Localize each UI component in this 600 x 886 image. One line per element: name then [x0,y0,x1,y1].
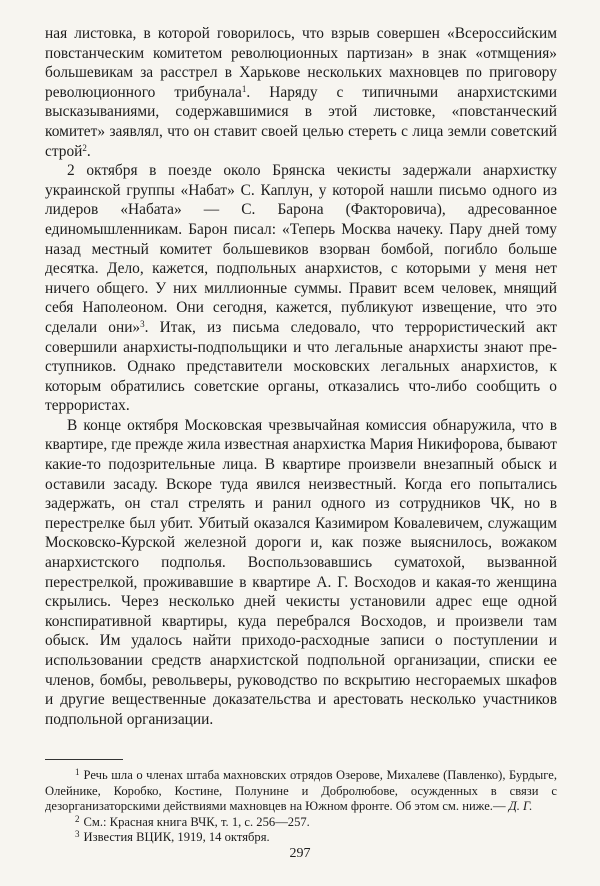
footnote-3-text: Известия ВЦИК, 1919, 14 октября. [83,830,270,845]
footnote-1-mark: 1 [75,767,80,778]
footnote-2-text: См.: Красная книга ВЧК, т. 1, с. 256—257. [83,814,310,829]
paragraph-2-text-cont: . Итак, из письма следовало, что террористический акт совершили анархисты-подпольщики и что легальные анархисты знают преступников. Однако представители московских легальных анархистов, к которым обратились советские органы, отказались что-либо сообщить о террористах. [45,318,557,415]
paragraph-1-text-cont: . Наряду с типичными анархистскими высказываниями, содержавшимися в этой листовке, «повстанческий комитет» заявлял, что он ставит своей целью стереть с лица земли советский строй [45,83,557,160]
footnote-ref-2: 2 [82,142,87,153]
paragraph-1-text-end: . [86,142,91,160]
footnote-3-mark: 3 [75,829,80,840]
footnote-divider [45,759,123,760]
paragraph-2 [45,161,557,416]
footnote-2-mark: 2 [75,813,80,824]
paragraph-3 [45,416,557,730]
paragraph-1 [45,24,557,161]
paragraph-1-text: ная листовка, в которой говорилось, что взрыв совершен «Всероссийским повстанческим комитетом революционных партизан» в знак «отмщения» большевикам за расстрел в Харькове нескольких махновцев по приговору революционного трибунала [45,25,557,101]
paragraph-3-text: В конце октября Московская чрезвычайная комиссия обнаружила, что в квартире, где прежде жила известная анархистка Мария Никифорова, бывают какие-то подозрительные лица. В квартире произвели внезапный обыск и оставили засаду. Вскоре туда явился неизвестный. Когда его попытались задержать, он стал стрелять и ранил одного из сотрудников ЧК, но в перестрелке был убит. Убитый оказался Казимиром Ковалевичем, служащим Московско-Курской железной дороги и, как позже выяснилось, вожаком анархистского подполья. Воспользовавшись суматохой, вызванной перестрелкой, проживавшие в квартире А. Г. Восходов и какая-то женщина скрылись. Через несколько дней чекисты установили адрес еще одной конспиративной квартиры, куда перебрался Восходов, и произвели там обыск. Им удалось найти приходо-расходные записи о поступлении и использовании средств анархистской подпольной организации, списки ее членов, бомбы, револьверы, руководство по вскрытию несгораемых шкафов и другие вещественные доказательства и арестовать несколько участников подпольной организации. [45,416,557,728]
footnote-1-text: Речь шла о членах штаба махновских отрядов Озерове, Михалеве (Павленко), Бурдыге, Олейнике, Коробко, Костине, Полунине и Добролюбове, осужденных в связи с дезорганизаторскими действиями махновцев на Южном фронте. Об этом см. ниже.— [45,768,557,814]
footnote-2 [45,815,557,831]
page-number: 297 [289,846,311,861]
paragraph-2-text: 2 октября в поезде около Брянска чекисты задержали анархистку украинской группы «Набат» С. Каплун, у которой нашли письмо одного из лидеров «Набата» — С. Барона (Факторовича), адресованное единомышленникам. Барон писал: «Теперь Москва начеку. Пару дней тому назад местный комитет большевиков взорван бомбой, погибло больше десятка. Дело, кажется, подпольных анархистов, с которыми у меня нет ничего общего. У них миллионные суммы. Правит всем человек, мнящий себя Наполеоном. Они сегодня, кажется, публикуют извещение, что это сделали они» [45,162,557,336]
footnote-ref-1: 1 [241,83,247,94]
footnote-1-signature: Д. Г. [508,799,533,814]
main-text [45,24,557,729]
footnote-1 [45,768,557,815]
footnote-ref-3: 3 [140,318,145,329]
footnotes [45,768,557,846]
footnote-3 [45,830,557,846]
